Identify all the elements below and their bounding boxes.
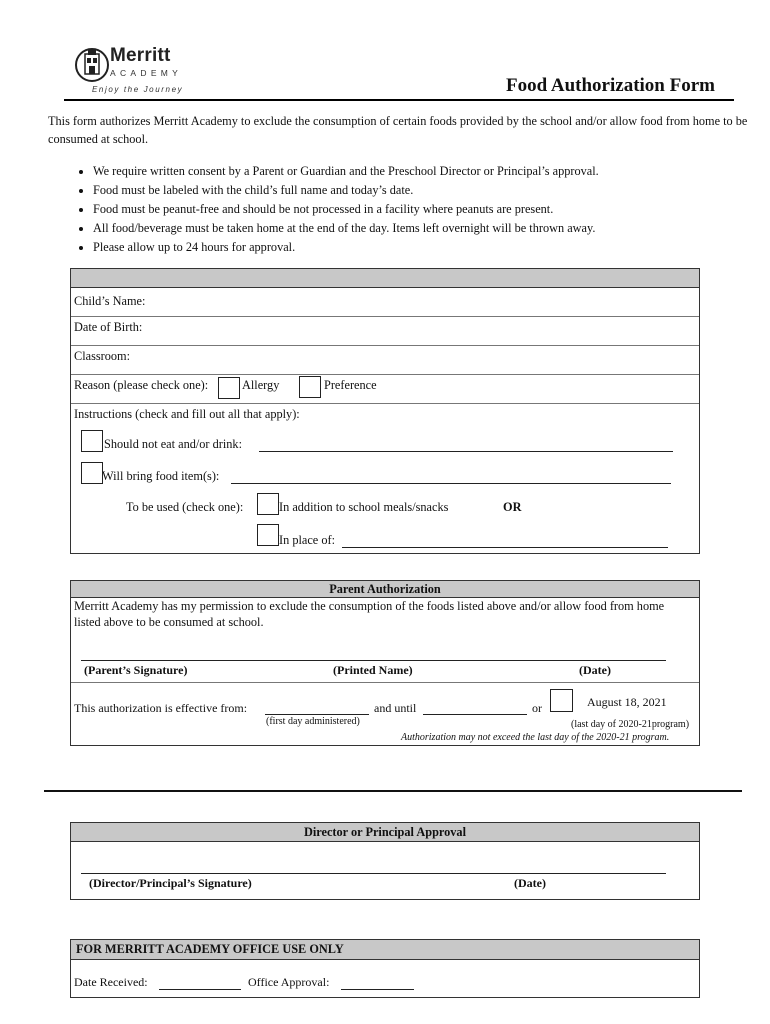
expiry-note: Authorization may not exceed the last day of the 2020-21 program. <box>401 732 670 743</box>
parent-section-title: Parent Authorization <box>71 581 699 598</box>
section-separator <box>44 790 742 792</box>
last-day-note: (last day of 2020-21program) <box>571 719 690 730</box>
logo-subtitle: ACADEMY <box>110 68 183 78</box>
will-bring-checkbox[interactable] <box>81 462 103 484</box>
preference-checkbox[interactable] <box>299 376 321 398</box>
page-title: Food Authorization Form <box>506 75 715 96</box>
in-addition-label: In addition to school meals/snacks <box>279 500 449 514</box>
date-received-label: Date Received: <box>74 975 148 989</box>
date-received-input[interactable] <box>159 989 241 990</box>
in-place-checkbox[interactable] <box>257 524 279 546</box>
should-not-eat-input[interactable] <box>259 451 673 452</box>
in-place-input[interactable] <box>342 547 668 548</box>
rule-item: • Please allow up to 24 hours for approval. <box>93 238 770 257</box>
rule-item: • We require written consent by a Parent or Guardian and the Preschool Director or Principal’s approval. <box>93 162 770 181</box>
should-not-eat-checkbox[interactable] <box>81 430 103 452</box>
printed-name-label: (Printed Name) <box>333 663 413 677</box>
allergy-checkbox[interactable] <box>218 377 240 399</box>
will-bring-label: Will bring food item(s): <box>102 469 220 483</box>
to-be-used-label: To be used (check one): <box>126 500 244 514</box>
reason-row <box>71 375 699 404</box>
permission-text: Merritt Academy has my permission to exclude the consumption of the foods listed above and/or allow food from home listed above to be consumed at school. <box>74 599 665 629</box>
office-section-title: FOR MERRITT ACADEMY OFFICE USE ONLY <box>71 940 699 960</box>
section-header-bar <box>71 269 699 288</box>
director-signature-label: (Director/Principal’s Signature) <box>89 876 252 890</box>
end-date-value: August 18, 2021 <box>587 695 667 709</box>
divider-line <box>71 682 699 683</box>
parent-authorization-section <box>70 580 700 746</box>
parent-signature-label: (Parent’s Signature) <box>84 663 188 677</box>
office-use-section <box>70 939 700 998</box>
logo-tagline: Enjoy the Journey <box>92 85 184 94</box>
in-place-label: In place of: <box>279 533 335 547</box>
director-section-title: Director or Principal Approval <box>71 823 699 842</box>
rules-list <box>48 162 770 257</box>
effective-from-label: This authorization is effective from: <box>74 701 248 715</box>
parent-signature-line[interactable] <box>81 660 666 661</box>
effective-from-input[interactable] <box>265 714 369 715</box>
first-day-note: (first day administered) <box>266 716 360 727</box>
child-name-label: Child’s Name: <box>74 294 146 308</box>
intro-text: This form authorizes Merritt Academy to exclude the consumption of certain foods provided by the school and/or allow food from home to be consumed at school. <box>48 114 748 146</box>
end-date-checkbox[interactable] <box>550 689 573 712</box>
preference-label: Preference <box>324 378 377 392</box>
reason-label: Reason (please check one): <box>74 378 209 392</box>
rule-item: • All food/beverage must be taken home at the end of the day. Items left overnight will be thrown away. <box>93 219 770 238</box>
rule-item: • Food must be labeled with the child’s full name and today’s date. <box>93 181 770 200</box>
director-date-label: (Date) <box>514 876 546 890</box>
classroom-field[interactable] <box>71 346 699 375</box>
or-label: OR <box>503 500 522 514</box>
office-approval-label: Office Approval: <box>248 975 330 989</box>
rule-item: • Food must be peanut-free and should be not processed in a facility where peanuts are present. <box>93 200 770 219</box>
logo-name: Merritt <box>110 45 171 66</box>
instructions-area <box>71 404 699 554</box>
child-info-section <box>70 268 700 554</box>
should-not-eat-label: Should not eat and/or drink: <box>104 437 242 451</box>
until-date-input[interactable] <box>423 714 527 715</box>
title-divider <box>64 99 734 101</box>
dob-label: Date of Birth: <box>74 320 143 334</box>
office-approval-input[interactable] <box>341 989 414 990</box>
director-signature-line[interactable] <box>81 873 666 874</box>
allergy-label: Allergy <box>242 378 280 392</box>
dob-field[interactable] <box>71 317 699 346</box>
will-bring-input[interactable] <box>231 483 671 484</box>
or-label: or <box>532 701 542 715</box>
parent-date-label: (Date) <box>579 663 611 677</box>
child-name-field[interactable] <box>71 288 699 317</box>
in-addition-checkbox[interactable] <box>257 493 279 515</box>
director-approval-section <box>70 822 700 900</box>
and-until-label: and until <box>374 701 417 715</box>
classroom-label: Classroom: <box>74 349 131 363</box>
instructions-label: Instructions (check and fill out all that apply): <box>74 407 300 421</box>
